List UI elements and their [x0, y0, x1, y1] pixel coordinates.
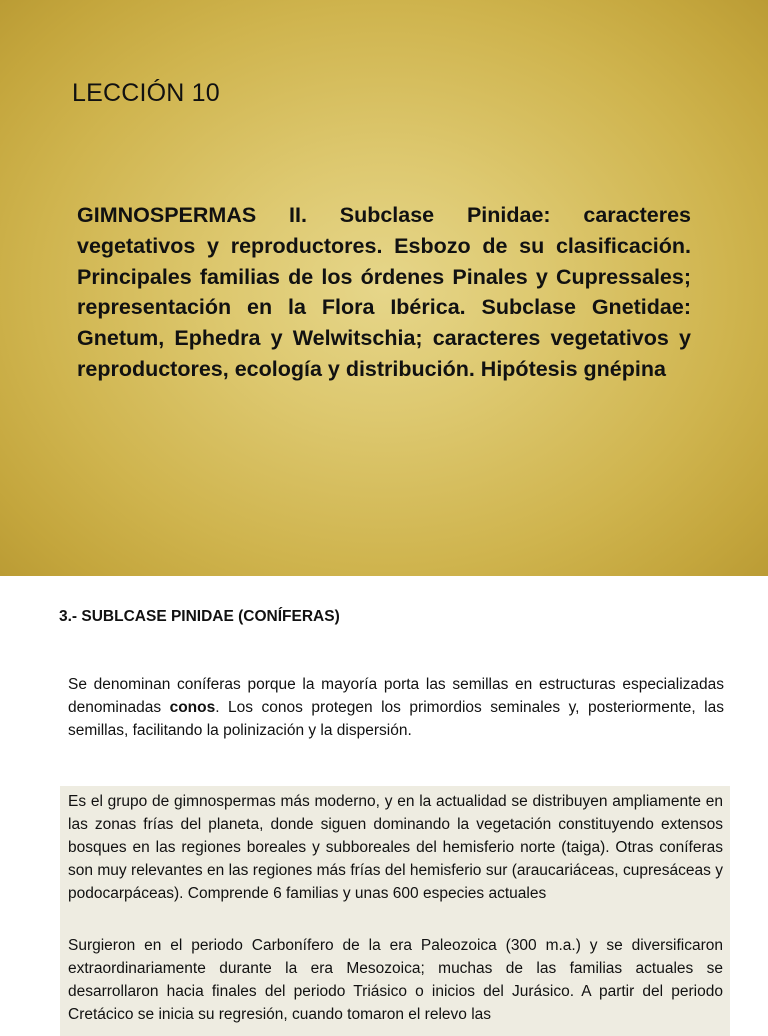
shaded-text-box	[60, 786, 730, 1036]
section-heading: 3.- SUBLCASE PINIDAE (CONÍFERAS)	[59, 608, 340, 625]
intro-bold-term: conos	[169, 699, 216, 716]
lesson-summary: GIMNOSPERMAS II. Subclase Pinidae: caracteres vegetativos y reproductores. Esbozo de su clasificación. Principales familias de los órdenes Pinales y Cupressales; representación en la Flora Ibérica. Subclase Gnetidae: Gnetum, Ephedra y Welwitschia; caracteres vegetativos y reproductores, ecología y distribución. Hipótesis gnépina	[77, 203, 691, 381]
intro-text-end: . Los conos protegen los primordios seminales y, posteriormente, las semillas, facilitando la polinización y la dispersión.	[68, 699, 724, 739]
document-page	[0, 576, 768, 1024]
paragraph-history: Surgieron en el periodo Carbonífero de la era Paleozoica (300 m.a.) y se diversificaron extraordinariamente durante la era Mesozoica; muchas de las familias actuales se desarrollaron hacia finales del periodo Triásico o inicios del Jurásico. A partir del periodo Cretácico se inicia su regresión, cuando tomaron el relevo las	[68, 937, 723, 1023]
intro-paragraph	[68, 673, 724, 742]
lesson-title: LECCIÓN 10	[72, 79, 220, 107]
paragraph-distribution: Es el grupo de gimnospermas más moderno, y en la actualidad se distribuyen ampliamente en las zonas frías del planeta, donde siguen dominando la vegetación constituyendo extensos bosques en las regiones boreales y subboreales del hemisferio norte (taiga). Otras coníferas son muy relevantes en las regiones más frías del hemisferio sur (araucariáceas, cupresáceas y podocarpáceas). Comprende 6 familias y unas 600 especies actuales	[68, 793, 723, 902]
intro-text-start: Se denominan coníferas porque la mayoría porta las semillas en estructuras especializadas denominadas	[68, 676, 724, 716]
